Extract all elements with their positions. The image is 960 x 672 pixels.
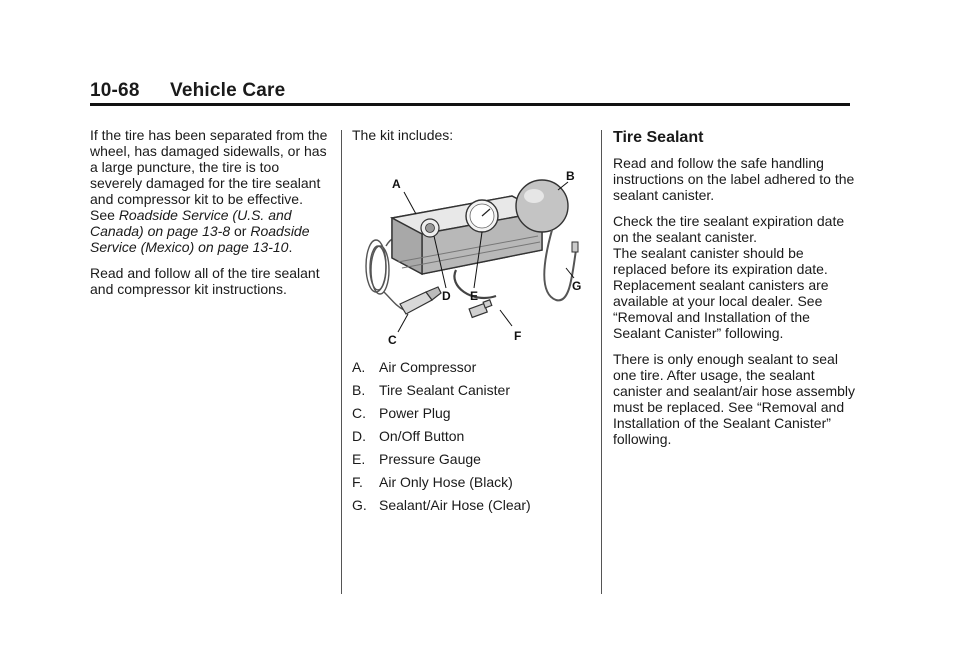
legend-item [352, 474, 592, 497]
legend-label: Pressure Gauge [379, 451, 481, 467]
instructions-paragraph: Read and follow all of the tire sealant and compressor kit instructions. [90, 265, 320, 297]
column-divider-right [601, 130, 602, 594]
legend-label: Sealant/Air Hose (Clear) [379, 497, 531, 513]
legend-letter: G. [352, 497, 367, 513]
roadside-mexico-reference: Roadside Service (Mexico) on page 13-10 [90, 223, 310, 255]
legend-label: Power Plug [379, 405, 451, 421]
callout-d: D [442, 289, 451, 303]
header-rule [90, 103, 850, 106]
legend-item [352, 359, 592, 382]
right-column [613, 127, 858, 457]
callout-g: G [572, 279, 582, 293]
callout-c: C [388, 333, 397, 347]
legend-item [352, 382, 592, 405]
callout-f: F [514, 329, 522, 343]
legend-label: On/Off Button [379, 428, 465, 444]
page-number: 10-68 [90, 80, 140, 101]
legend-item [352, 497, 592, 520]
expiration-paragraph [613, 213, 858, 341]
safe-handling-paragraph: Read and follow the safe handling instructions on the label adhered to the sealant canister. [613, 155, 855, 203]
callout-e: E [470, 289, 479, 303]
legend-label: Tire Sealant Canister [379, 382, 510, 398]
legend-letter: C. [352, 405, 366, 421]
middle-column [352, 127, 592, 153]
damage-warning-paragraph [90, 127, 330, 255]
legend-item [352, 405, 592, 428]
legend-label: Air Only Hose (Black) [379, 474, 513, 490]
legend-letter: A. [352, 359, 366, 375]
callout-a: A [392, 177, 401, 191]
kit-legend [352, 359, 592, 520]
paragraph-text: If the tire has been separated from the wheel, has damaged sidewalls, or has a large puncture, the tire is too severely damaged for the tire sealant and compressor kit to be effective. See [90, 127, 328, 223]
legend-item [352, 451, 592, 474]
section-title: Vehicle Care [170, 80, 286, 101]
one-tire-paragraph: There is only enough sealant to seal one tire. After usage, the sealant canister and sealant/air hose assembly must be replaced. See “Removal and Installation of the Sealant Canister” following. [613, 351, 856, 447]
legend-letter: F. [352, 474, 363, 490]
paragraph-text: The sealant canister should be replaced before its expiration date. Replacement sealant canisters are available at your local dealer. See “Removal and Installation of the Sealant Canister” following. [613, 245, 829, 341]
paragraph-text: or [230, 223, 251, 239]
legend-label: Air Compressor [379, 359, 477, 375]
legend-letter: E. [352, 451, 366, 467]
roadside-us-canada-reference: Roadside Service (U.S. and Canada) on page 13-8 [90, 207, 292, 239]
legend-letter: D. [352, 428, 366, 444]
legend-letter: B. [352, 382, 366, 398]
kit-intro: The kit includes: [352, 127, 454, 143]
paragraph-text: Check the tire sealant expiration date on the sealant canister. [613, 213, 845, 245]
left-column [90, 127, 330, 307]
callout-b: B [566, 169, 575, 183]
column-divider-left [341, 130, 342, 594]
kit-illustration [352, 166, 592, 348]
legend-item [352, 428, 592, 451]
tire-sealant-heading: Tire Sealant [613, 129, 704, 146]
paragraph-text: . [288, 239, 293, 255]
